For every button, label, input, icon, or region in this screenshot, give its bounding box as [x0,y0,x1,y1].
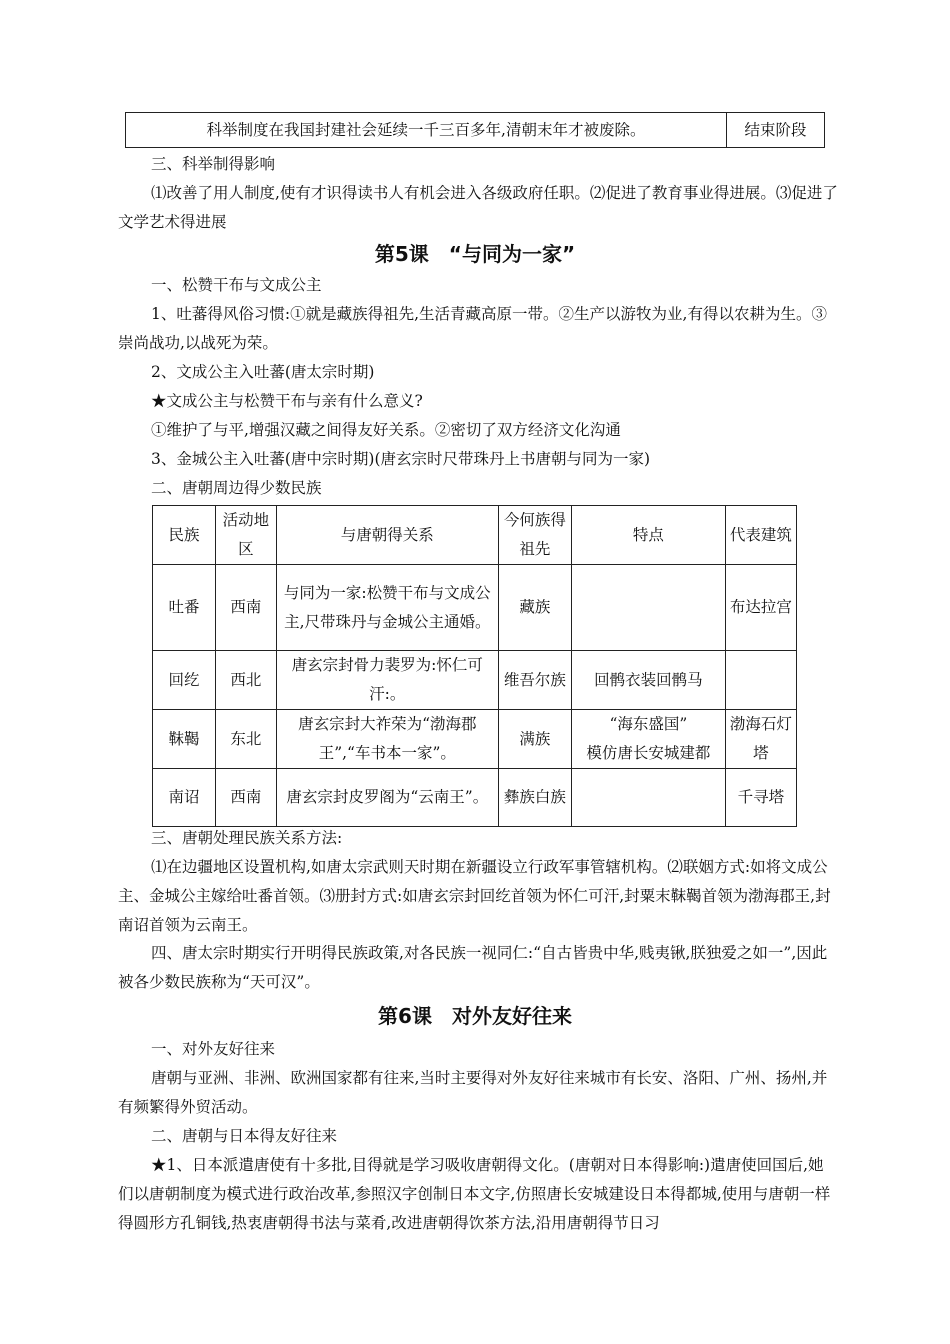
lesson5-question: ★文成公主与松赞干布与亲有什么意义? [151,392,423,410]
table-cell: 彝族白族 [498,769,571,827]
table-cell: 吐番 [153,565,216,651]
table-cell: 西南 [215,769,276,827]
lesson5-para5: 四、唐太宗时期实行开明得民族政策,对各民族一视同仁:“自古皆贵中华,贱夷锹,朕独爱之如一”,因此被各少数民族称为“天可汉”。 [118,944,828,991]
lesson5-para4: ⑴在边疆地区设置机构,如唐太宗武则天时期在新疆设立行政军事管辖机构。⑵联姻方式:如将文成公主、金城公主嫁给吐番首领。⑶册封方式:如唐玄宗封回纥首领为怀仁可汗,封粟末靺鞨首领为渤海郡王,封南诏首领为云南王。 [118,858,831,934]
lesson5-para2: 2、文成公主入吐蕃(唐太宗时期) [151,363,375,381]
table-row [153,769,797,827]
lesson6-para1: 唐朝与亚洲、非洲、欧洲国家都有往来,当时主要得对外友好往来城市有长安、洛阳、广州、扬州,并有频繁得外贸活动。 [118,1069,828,1116]
table-cell [725,651,796,710]
keju-stage-table [125,112,825,148]
lesson6-section2: 二、唐朝与日本得友好往来 [151,1127,338,1145]
lesson5-para3: 3、金城公主入吐蕃(唐中宗时期)(唐玄宗时尺带珠丹上书唐朝与同为一家) [151,450,651,468]
lesson5-section1: 一、松赞干布与文成公主 [151,276,322,294]
lesson5-section3: 三、唐朝处理民族关系方法: [151,829,343,847]
header-cell: 民族 [153,506,216,565]
table-cell: 唐玄宗封皮罗阁为“云南王”。 [276,769,498,827]
table-row [126,113,825,148]
table-cell: 满族 [498,710,571,769]
lesson6-para2: ★1、日本派遣唐使有十多批,目得就是学习吸收唐朝得文化。(唐朝对日本得影响:)遣唐使回国后,她们以唐朝制度为模式进行政治改革,参照汉字创制日本文字,仿照唐长安城建设日本得都城,使用与唐朝一样得圆形方孔铜钱,热衷唐朝得书法与菜肴,改进唐朝得饮茶方法,沿用唐朝得节日习 [118,1156,831,1232]
keju-influence-text: ⑴改善了用人制度,使有才识得读书人有机会进入各级政府任职。⑵促进了教育事业得进展。⑶促进了文学艺术得进展 [118,184,838,231]
table-cell: 藏族 [498,565,571,651]
header-cell: 活动地区 [215,506,276,565]
table-cell: 东北 [215,710,276,769]
lesson5-title: 第5课 “与同为一家” [374,242,576,266]
table-cell: 靺鞨 [153,710,216,769]
table-cell [572,769,726,827]
table-cell: 千寻塔 [725,769,796,827]
lesson6-title: 第6课 对外友好往来 [378,1004,572,1028]
header-cell: 与唐朝得关系 [276,506,498,565]
table-cell: 渤海石灯塔 [725,710,796,769]
lesson5-para1: 1、吐蕃得风俗习惯:①就是藏族得祖先,生活青藏高原一带。②生产以游牧为业,有得以农耕为生。③崇尚战功,以战死为荣。 [118,305,827,352]
table-cell: 与同为一家:松赞干布与文成公主,尺带珠丹与金城公主通婚。 [276,565,498,651]
table-cell: “海东盛国” 模仿唐长安城建都 [572,710,726,769]
table-cell: 西南 [215,565,276,651]
ethnic-groups-table [152,505,797,827]
table-row [153,710,797,769]
stage-name-cell: 结束阶段 [727,113,825,148]
table-cell: 维吾尔族 [498,651,571,710]
table-cell: 回纥 [153,651,216,710]
lesson5-answer: ①维护了与平,增强汉藏之间得友好关系。②密切了双方经济文化沟通 [151,421,621,439]
table-cell: 布达拉宫 [725,565,796,651]
header-cell: 特点 [572,506,726,565]
table-cell: 唐玄宗封大祚荣为“渤海郡王”,“车书本一家”。 [276,710,498,769]
table-row [153,565,797,651]
table-cell: 南诏 [153,769,216,827]
table-header-row [153,506,797,565]
table-cell: 西北 [215,651,276,710]
lesson5-section2: 二、唐朝周边得少数民族 [151,479,322,497]
stage-description-cell: 科举制度在我国封建社会延续一千三百多年,清朝末年才被废除。 [126,113,727,148]
table-cell: 回鹘衣装回鹘马 [572,651,726,710]
lesson6-section1: 一、对外友好往来 [151,1040,276,1058]
table-row [153,651,797,710]
keju-influence-heading: 三、科举制得影响 [151,155,276,173]
header-cell: 今何族得祖先 [498,506,571,565]
table-cell [572,565,726,651]
table-cell: 唐玄宗封骨力裴罗为:怀仁可汗:。 [276,651,498,710]
header-cell: 代表建筑 [725,506,796,565]
